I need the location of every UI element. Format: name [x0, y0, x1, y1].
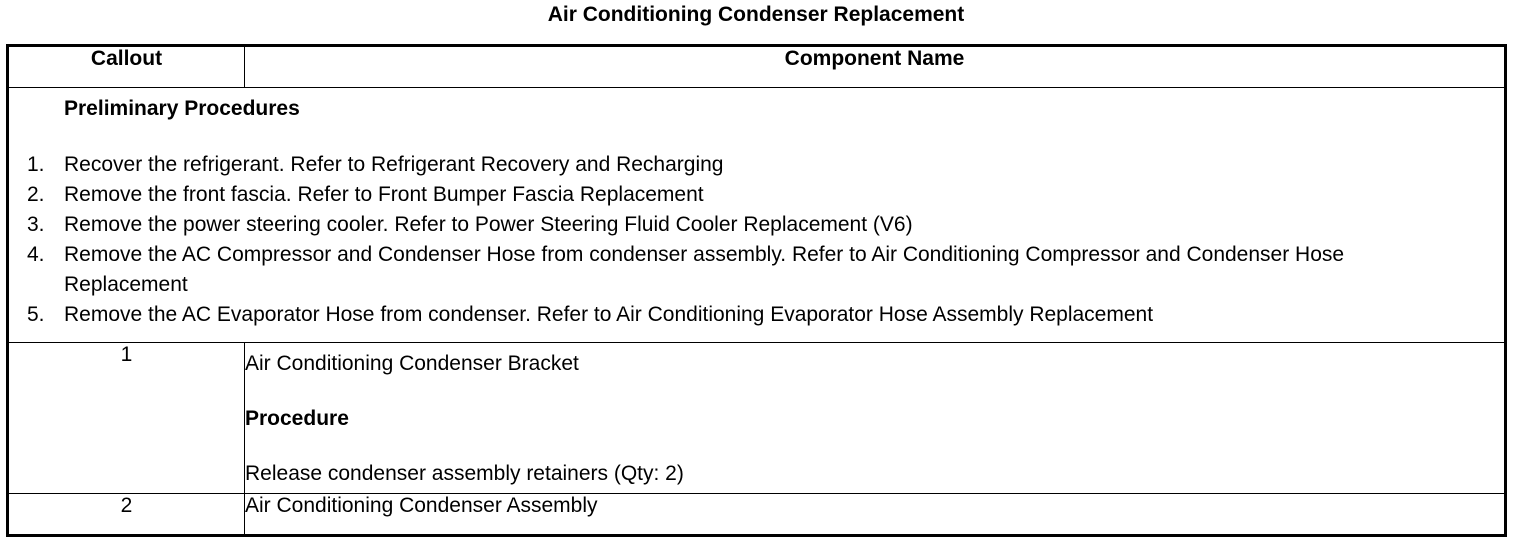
column-header-component-name: Component Name [245, 46, 1506, 88]
preliminary-procedures-heading: Preliminary Procedures [64, 97, 300, 120]
procedure-text: Release condenser assembly retainers (Qty: 2) [245, 462, 684, 485]
callout-cell: 2 [8, 494, 245, 536]
step-number: 4. [27, 243, 45, 266]
step-number: 2. [27, 183, 45, 206]
table-row [8, 494, 1506, 536]
preliminary-procedures-row [8, 88, 1506, 343]
procedure-label: Procedure [245, 407, 349, 430]
step-text: Recover the refrigerant. Refer to Refrigerant Recovery and Recharging [64, 153, 724, 176]
preliminary-procedures-cell [8, 88, 1506, 343]
component-table [6, 44, 1507, 537]
callout-cell: 1 [8, 343, 245, 494]
document-title: Air Conditioning Condenser Replacement [547, 3, 965, 26]
component-name: Air Conditioning Condenser Assembly [245, 494, 598, 517]
table-header-row [8, 46, 1506, 88]
step-text: Remove the AC Evaporator Hose from condenser. Refer to Air Conditioning Evaporator Hose Assembly Replacement [64, 303, 1154, 326]
step-number: 1. [27, 153, 45, 176]
component-cell [245, 494, 1506, 536]
preliminary-steps-list [9, 150, 1449, 330]
step-number: 3. [27, 213, 45, 236]
step-text: Remove the AC Compressor and Condenser Hose from condenser assembly. Refer to Air Conditioning Compressor and Condenser Hose Replacement [64, 243, 1345, 296]
step-number: 5. [27, 303, 45, 326]
column-header-callout: Callout [8, 46, 245, 88]
list-item [9, 210, 1449, 240]
list-item [9, 300, 1449, 330]
step-text: Remove the power steering cooler. Refer to Power Steering Fluid Cooler Replacement (V6) [64, 213, 913, 236]
list-item [9, 150, 1449, 180]
table-row [8, 343, 1506, 494]
list-item [9, 180, 1449, 210]
list-item [9, 240, 1449, 300]
step-text: Remove the front fascia. Refer to Front Bumper Fascia Replacement [64, 183, 704, 206]
component-cell [245, 343, 1506, 494]
component-name: Air Conditioning Condenser Bracket [245, 352, 579, 375]
